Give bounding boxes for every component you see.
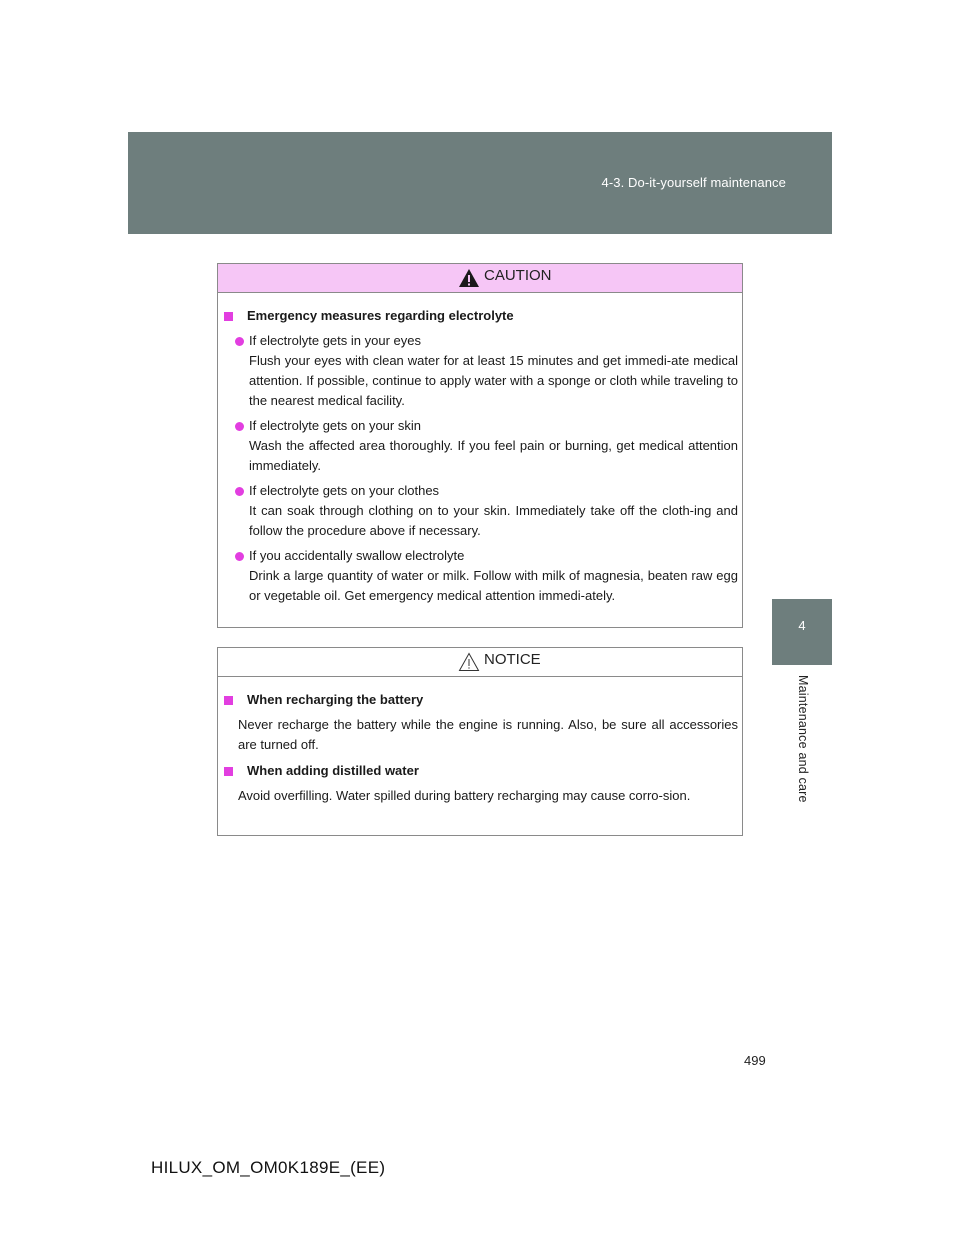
round-bullet-icon (235, 422, 244, 431)
chapter-number: 4 (798, 618, 806, 633)
list-item (218, 546, 742, 606)
notice-heading (223, 690, 742, 710)
item-lead: If you accidentally swallow electrolyte (249, 548, 465, 563)
item-text: It can soak through clothing on to your skin. Immediately take off the cloth-ing and follow the procedure above if necessary. (249, 503, 738, 538)
list-item (218, 416, 742, 476)
item-text: Wash the affected area thoroughly. If you feel pain or burning, get medical attention immediately. (249, 438, 738, 473)
caution-heading-text: Emergency measures regarding electrolyte (247, 308, 514, 323)
caution-title: CAUTION (484, 267, 552, 284)
round-bullet-icon (235, 552, 244, 561)
section-header-band (128, 132, 832, 234)
chapter-label: Maintenance and care (796, 675, 810, 803)
notice-paragraph: Avoid overfilling. Water spilled during battery recharging may cause corro-sion. (238, 788, 691, 803)
list-item (218, 331, 742, 411)
square-bullet-icon (224, 696, 233, 705)
warning-icon (458, 268, 480, 288)
round-bullet-icon (235, 337, 244, 346)
caution-header (218, 264, 742, 293)
item-text: Drink a large quantity of water or milk. Follow with milk of magnesia, beaten raw egg or vegetable oil. Get emergency medical attention immedi-ately. (249, 568, 738, 603)
chapter-tab (772, 599, 832, 665)
item-text: Flush your eyes with clean water for at least 15 minutes and get immedi-ate medical attention. If possible, continue to apply water with a sponge or cloth while traveling to the nearest medical facility. (249, 353, 738, 408)
notice-heading-text: When recharging the battery (247, 692, 424, 707)
notice-box (217, 647, 743, 836)
document-code: HILUX_OM_OM0K189E_(EE) (151, 1158, 386, 1177)
list-item (218, 481, 742, 541)
round-bullet-icon (235, 487, 244, 496)
notice-heading-text: When adding distilled water (247, 763, 419, 778)
item-lead: If electrolyte gets on your skin (249, 418, 421, 433)
page-number: 499 (744, 1053, 766, 1068)
item-lead: If electrolyte gets in your eyes (249, 333, 421, 348)
notice-heading (223, 761, 742, 781)
item-lead: If electrolyte gets on your clothes (249, 483, 440, 498)
caution-heading (223, 306, 742, 326)
section-title: 4-3. Do-it-yourself maintenance (601, 175, 786, 190)
notice-paragraph: Never recharge the battery while the engine is running. Also, be sure all accessories are turned off. (238, 717, 738, 752)
warning-outline-icon (458, 652, 480, 672)
square-bullet-icon (224, 767, 233, 776)
square-bullet-icon (224, 312, 233, 321)
notice-title: NOTICE (484, 651, 541, 668)
notice-header (218, 648, 742, 677)
caution-box (217, 263, 743, 628)
